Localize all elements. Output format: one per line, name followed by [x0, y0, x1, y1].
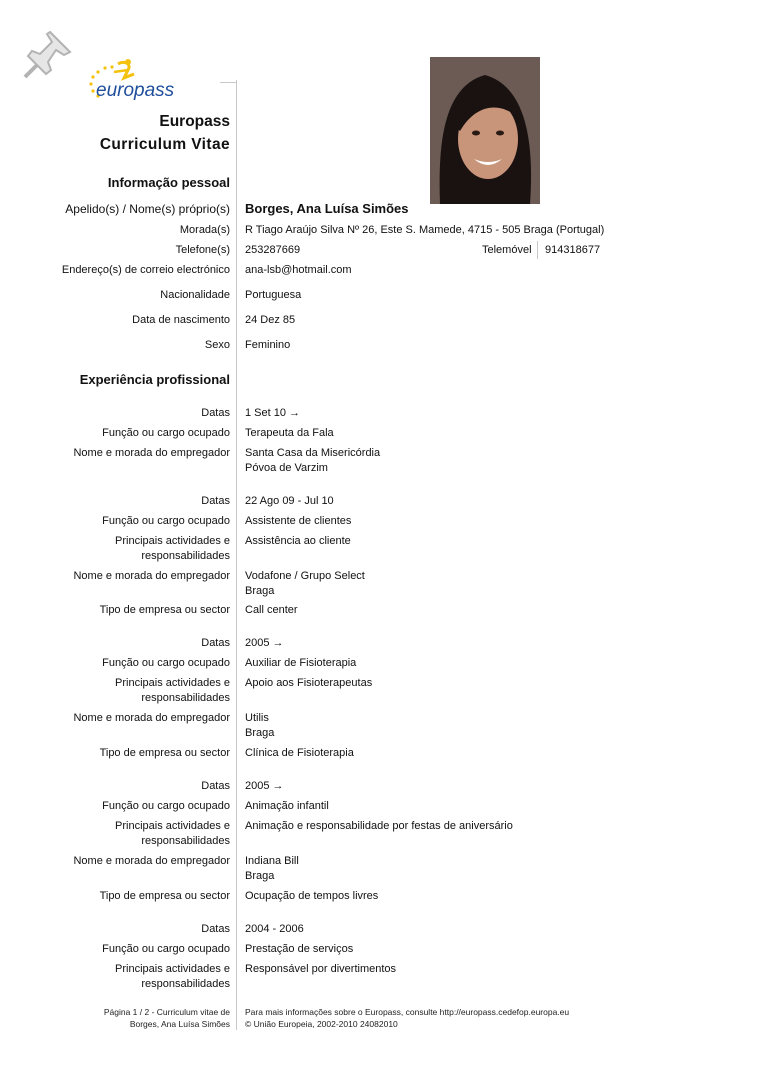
name-label: Apelido(s) / Nome(s) próprio(s) [65, 202, 230, 216]
employer-label: Nome e morada do empregador [73, 570, 230, 582]
activities-label: Principais actividades e [115, 820, 230, 832]
activities-label-cont: responsabilidades [141, 978, 230, 990]
activities-label-cont: responsabilidades [141, 550, 230, 562]
job-dates: 1 Set 10 → [245, 407, 301, 419]
activities-label-cont: responsabilidades [141, 692, 230, 704]
job-role: Terapeuta da Fala [245, 427, 334, 439]
dates-label: Datas [201, 923, 230, 935]
role-label: Função ou cargo ocupado [102, 515, 230, 527]
job-employer-location: Póvoa de Varzim [245, 462, 328, 474]
job-activities: Responsável por divertimentos [245, 963, 397, 975]
birth-value: 24 Dez 85 [245, 314, 296, 326]
address-label: Morada(s) [179, 224, 230, 236]
job-activities: Animação e responsabilidade por festas de aniversário [245, 820, 513, 832]
activities-label: Principais actividades e [115, 677, 230, 689]
employer-label: Nome e morada do empregador [73, 447, 230, 459]
pushpin-icon [20, 28, 74, 82]
job-employer: Vodafone / Grupo Select [245, 570, 365, 582]
section-experience-title: Experiência profissional [79, 372, 230, 387]
dates-label: Datas [201, 407, 230, 419]
dates-label: Datas [201, 637, 230, 649]
job-role: Animação infantil [245, 800, 329, 812]
job-dates: 2005 → [245, 780, 284, 792]
footer-page-number: Página 1 / 2 - Curriculum vitae de [103, 1007, 230, 1017]
email-label: Endereço(s) de correio electrónico [61, 264, 230, 276]
job-employer-location: Braga [245, 727, 275, 739]
job-employer-location: Braga [245, 585, 275, 597]
sex-label: Sexo [204, 339, 230, 351]
job-activities: Apoio aos Fisioterapeutas [245, 677, 373, 689]
footer-page-info [90, 1006, 230, 1030]
footer-copyright: © União Europeia, 2002-2010 24082010 [245, 1019, 398, 1029]
job-role: Auxiliar de Fisioterapia [245, 657, 357, 669]
person-name: Borges, Ana Luísa Simões [245, 201, 409, 216]
address-value: R Tiago Araújo Silva Nº 26, Este S. Mamede, 4715 - 505 Braga (Portugal) [245, 224, 605, 236]
column-divider [236, 80, 237, 1030]
activities-label: Principais actividades e [115, 535, 230, 547]
footer-link-text[interactable]: Para mais informações sobre o Europass, consulte http://europass.cedefop.europa.eu [245, 1007, 570, 1017]
role-label: Função ou cargo ocupado [102, 657, 230, 669]
phone-label: Telefone(s) [175, 244, 230, 256]
birth-label: Data de nascimento [132, 314, 230, 326]
role-label: Função ou cargo ocupado [102, 427, 230, 439]
sector-label: Tipo de empresa ou sector [99, 747, 230, 759]
job-sector: Clínica de Fisioterapia [245, 747, 354, 759]
dates-label: Datas [201, 495, 230, 507]
job-dates: 2005 → [245, 637, 284, 649]
role-label: Função ou cargo ocupado [102, 800, 230, 812]
dates-label: Datas [201, 780, 230, 792]
activities-label: Principais actividades e [115, 963, 230, 975]
employer-label: Nome e morada do empregador [73, 712, 230, 724]
job-employer: Santa Casa da Misericórdia [245, 447, 381, 459]
sector-label: Tipo de empresa ou sector [99, 604, 230, 616]
job-employer: Utilis [245, 712, 269, 724]
mobile-label: Telemóvel [482, 244, 532, 256]
job-employer-location: Braga [245, 870, 275, 882]
job-dates: 22 Ago 09 - Jul 10 [245, 495, 334, 507]
job-sector: Call center [245, 604, 298, 616]
section-personal-title: Informação pessoal [107, 175, 230, 190]
rule [220, 82, 237, 83]
job-employer: Indiana Bill [245, 855, 299, 867]
job-role: Assistente de clientes [245, 515, 352, 527]
nationality-label: Nacionalidade [160, 289, 230, 301]
page-title: Europass [159, 113, 230, 130]
logo-wordmark: europass [96, 80, 175, 101]
sex-value: Feminino [245, 339, 291, 351]
page-subtitle: Curriculum Vitae [99, 136, 230, 153]
footer-person-name: Borges, Ana Luísa Simões [129, 1019, 230, 1029]
europass-logo [84, 58, 176, 104]
activities-label-cont: responsabilidades [141, 835, 230, 847]
sector-label: Tipo de empresa ou sector [99, 890, 230, 902]
phone-value: 253287669 [245, 244, 301, 256]
profile-photo [430, 57, 540, 204]
employer-label: Nome e morada do empregador [73, 855, 230, 867]
job-sector: Ocupação de tempos livres [245, 890, 379, 902]
job-role: Prestação de serviços [245, 943, 354, 955]
job-dates: 2004 - 2006 [245, 923, 304, 935]
mobile-value: 914318677 [545, 244, 601, 256]
nationality-value: Portuguesa [245, 289, 302, 301]
email-value: ana-lsb@hotmail.com [245, 264, 352, 276]
role-label: Função ou cargo ocupado [102, 943, 230, 955]
footer-europass-info [245, 1006, 569, 1030]
job-activities: Assistência ao cliente [245, 535, 351, 547]
mobile-divider [537, 241, 538, 259]
